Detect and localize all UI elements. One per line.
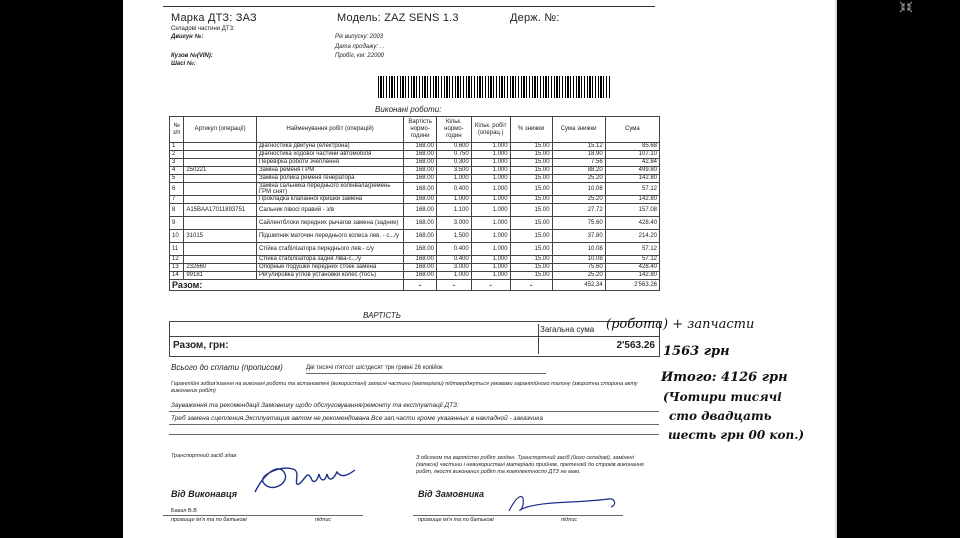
table-row <box>170 143 660 151</box>
customer-sign-caption: підпис <box>561 517 578 523</box>
total-label: Разом: <box>170 280 404 291</box>
column-header: Кільк. робіт (операц.) <box>471 117 510 143</box>
cell-art <box>184 143 257 151</box>
column-header: № з/п <box>170 117 184 143</box>
cell-n: 7 <box>170 196 184 204</box>
cell-n: 12 <box>170 256 184 264</box>
cell-disc: 18.90 <box>552 151 605 159</box>
cell-qty: 1.000 <box>471 167 510 175</box>
cell-art: 232660 <box>184 264 257 272</box>
cell-pct: 15.00 <box>510 217 552 230</box>
cell-name: Заміна сальника переднього колінвала(ремень ГРМ снят) <box>256 183 403 196</box>
total-dash: - <box>404 280 437 291</box>
table-row <box>170 204 660 217</box>
executor-signature <box>245 452 365 502</box>
cell-n: 13 <box>170 264 184 272</box>
cell-art: 250221 <box>184 167 257 175</box>
table-row <box>170 151 660 159</box>
cell-n: 4 <box>170 167 184 175</box>
cell-art <box>184 159 257 167</box>
cell-pct: 15.00 <box>510 243 552 256</box>
cell-name: Підшипник маточин переднього колеса лев. - с.../у <box>256 230 403 243</box>
scan-edge <box>835 0 837 538</box>
cell-hours: 3.000 <box>436 217 471 230</box>
cell-disc: 15.12 <box>552 143 605 151</box>
handwritten-line-2: 1563 грн <box>663 344 730 359</box>
plate-field: Держ. №: <box>510 12 560 24</box>
cell-name: Діагностика двигуна (електрона) <box>256 143 403 151</box>
table-row <box>170 183 660 196</box>
cell-n: 11 <box>170 243 184 256</box>
cell-art <box>184 217 257 230</box>
cell-disc: 25.20 <box>552 196 605 204</box>
executor-sign-caption: підпис <box>315 517 332 523</box>
cell-n: 8 <box>170 204 184 217</box>
cell-art <box>184 175 257 183</box>
cell-sum: 157.08 <box>605 204 659 217</box>
cell-qty: 1.000 <box>471 151 510 159</box>
cell-name: Заміна ролика ременя генератора <box>256 175 403 183</box>
table-row <box>170 256 660 264</box>
cell-hours: 1.500 <box>436 230 471 243</box>
cell-art <box>184 256 257 264</box>
cell-pct: 15.00 <box>510 256 552 264</box>
cell-qty: 1.000 <box>471 159 510 167</box>
cell-name: Діагностика ходової частини автомобіля <box>256 151 403 159</box>
column-header: Вартість нормо-години <box>404 117 437 143</box>
cell-disc: 37.80 <box>552 230 605 243</box>
cell-hours: 1.000 <box>436 175 471 183</box>
cell-disc: 10.08 <box>552 256 605 264</box>
cell-disc: 88.20 <box>552 167 605 175</box>
table-row <box>170 230 660 243</box>
cell-art <box>184 183 257 196</box>
cell-hours: 0.300 <box>436 159 471 167</box>
cost-total-label: Разом, грн: <box>173 340 229 351</box>
handwritten-line-3: Итого: 4126 грн <box>661 370 788 385</box>
cell-art: 31015 <box>184 230 257 243</box>
table-header-row <box>170 117 660 143</box>
works-table <box>169 116 660 291</box>
cell-sum: 428.40 <box>605 217 659 230</box>
cell-pct: 15.00 <box>510 167 552 175</box>
cell-sum: 214.20 <box>605 230 659 243</box>
table-row <box>170 175 660 183</box>
chassis-field: Шасі №: <box>171 61 196 67</box>
cell-n: 6 <box>170 183 184 196</box>
cell-qty: 1.000 <box>471 230 510 243</box>
sale-date-field: Дата продажу: . . <box>335 44 385 50</box>
cell-rate: 168.00 <box>404 183 437 196</box>
cell-sum: 42.84 <box>605 159 659 167</box>
cell-n: 14 <box>170 272 184 280</box>
cell-disc: 27.72 <box>552 204 605 217</box>
cell-rate: 168.00 <box>404 230 437 243</box>
handwritten-line-1: (робота) + запчасти <box>606 317 755 332</box>
total-dash: - <box>436 280 471 291</box>
cell-pct: 15.00 <box>510 151 552 159</box>
cell-n: 5 <box>170 175 184 183</box>
cell-pct: 15.00 <box>510 196 552 204</box>
cell-pct: 15.00 <box>510 175 552 183</box>
cell-sum: 142.80 <box>605 196 659 204</box>
cell-name: Сальник півосі правий - з/в <box>256 204 403 217</box>
cell-qty: 1.000 <box>471 196 510 204</box>
payment-label: Всього до сплати (прописом) <box>171 363 283 372</box>
cell-pct: 15.00 <box>510 159 552 167</box>
collapse-icon[interactable] <box>899 1 913 13</box>
column-header: Найменування робіт (операцій) <box>256 117 403 143</box>
cell-sum: 57.12 <box>605 256 659 264</box>
cell-sum: 57.12 <box>605 183 659 196</box>
cell-qty: 1.000 <box>471 217 510 230</box>
cell-disc: 25.20 <box>552 175 605 183</box>
cell-n: 1 <box>170 143 184 151</box>
cell-hours: 0.400 <box>436 183 471 196</box>
column-header: % знижки <box>510 117 552 143</box>
cell-n: 3 <box>170 159 184 167</box>
table-row <box>170 272 660 280</box>
cell-pct: 15.00 <box>510 272 552 280</box>
model-field: Модель: ZAZ SENS 1.3 <box>337 12 459 24</box>
cost-box <box>169 321 660 357</box>
remarks-label: Зауваження та рекомендації Замовнику щодо обслуговування/ремонту та експлуатації ДТЗ: <box>171 402 459 409</box>
cell-name: Прокладка клапанної кришки замена <box>256 196 403 204</box>
cell-rate: 168.00 <box>404 196 437 204</box>
cell-rate: 168.00 <box>404 272 437 280</box>
cost-total-value: 2'563.26 <box>616 340 655 351</box>
table-row <box>170 243 660 256</box>
cell-pct: 15.00 <box>510 183 552 196</box>
customer-signature <box>499 487 629 517</box>
cell-name: Стійка стабілізатора задня ліва-с.../у <box>256 256 403 264</box>
parts-label: Складові частини ДТЗ: <box>171 26 235 32</box>
column-header: Кільк. нормо-годин <box>436 117 471 143</box>
handwritten-line-5: сто двадцать <box>669 409 772 423</box>
cell-rate: 168.00 <box>404 217 437 230</box>
cell-sum: 107.10 <box>605 151 659 159</box>
total-discount: 452.34 <box>552 280 605 291</box>
table-row <box>170 159 660 167</box>
cell-n: 2 <box>170 151 184 159</box>
column-header: Артикул (операції) <box>184 117 257 143</box>
works-title: Виконані роботи: <box>375 105 442 114</box>
table-body <box>170 143 660 291</box>
total-dash: - <box>510 280 552 291</box>
handwritten-line-4: (Чотири тисячі <box>663 390 782 404</box>
general-sum-label: Загальна сума <box>540 325 595 334</box>
cell-sum: 85.68 <box>605 143 659 151</box>
cell-n: 10 <box>170 230 184 243</box>
column-header: Сума <box>605 117 659 143</box>
cell-rate: 168.00 <box>404 167 437 175</box>
table-row <box>170 217 660 230</box>
cell-art <box>184 196 257 204</box>
cell-qty: 1.000 <box>471 272 510 280</box>
cell-qty: 1.000 <box>471 175 510 183</box>
table-row <box>170 264 660 272</box>
cell-art <box>184 151 257 159</box>
handwritten-line-6: шесть грн 00 коп.) <box>668 428 805 442</box>
customer-notice: З обсягом та вартістю робіт згоден. Транспортний засіб (його складові), замінені (запасні) частини і невикористані матеріали прийняв, претензій до строків виконання робіт, якості виконаних робіт та комплектності ДТЗ не маю. <box>416 455 644 475</box>
cell-disc: 7.56 <box>552 159 605 167</box>
brand-field: Марка ДТЗ: ЗАЗ <box>171 12 257 24</box>
cell-qty: 1.000 <box>471 183 510 196</box>
year-field: Рік випуску: 2003 <box>335 34 384 40</box>
cell-hours: 1.000 <box>436 196 471 204</box>
guarantee-note: Гарантійні зобов'язання на виконані роботи та встановлені (використані) запасні частини (матеріали) підтверджуться умовами гарантійного талону (зворотна сторона акту виконаних робіт) <box>171 381 638 394</box>
cell-hours: 0.400 <box>436 243 471 256</box>
cell-disc: 75.60 <box>552 217 605 230</box>
cell-qty: 1.000 <box>471 204 510 217</box>
cell-name: Сайлентблоки передних рычагов замена (задние) <box>256 217 403 230</box>
cell-hours: 3.000 <box>436 264 471 272</box>
cell-rate: 168.00 <box>404 151 437 159</box>
cell-rate: 168.00 <box>404 143 437 151</box>
customer-name-caption: прізвище ім'я та по батькові <box>418 517 494 523</box>
cell-name: Заміна ременя ГРМ <box>256 167 403 175</box>
cell-qty: 1.000 <box>471 143 510 151</box>
executor-name-caption: прізвище ім'я та по батькові <box>171 517 247 523</box>
table-row <box>170 167 660 175</box>
cell-sum: 428.40 <box>605 264 659 272</box>
total-sum: 2'563.26 <box>605 280 659 291</box>
cell-name: Регулировка углов установки колёс (тосъ) <box>256 272 403 280</box>
cell-disc: 25.20 <box>552 272 605 280</box>
cell-art <box>184 243 257 256</box>
cell-sum: 499.80 <box>605 167 659 175</box>
document-page <box>123 0 837 538</box>
handed-label: Транспортний засіб здав <box>171 453 237 459</box>
cell-art: A15BAA17011893751 <box>184 204 257 217</box>
top-rule <box>163 6 655 7</box>
total-dash: - <box>471 280 510 291</box>
cell-disc: 75.60 <box>552 264 605 272</box>
total-row <box>170 280 660 291</box>
cell-hours: 0.750 <box>436 151 471 159</box>
cell-disc: 10.08 <box>552 183 605 196</box>
cell-hours: 1.000 <box>436 272 471 280</box>
cell-rate: 168.00 <box>404 256 437 264</box>
mileage-field: Пробіг, км: 22000 <box>335 53 384 59</box>
cell-pct: 15.00 <box>510 230 552 243</box>
vin-field: Кузов №(VIN): <box>171 53 213 59</box>
cell-sum: 142.80 <box>605 175 659 183</box>
cell-disc: 10.08 <box>552 243 605 256</box>
cell-pct: 15.00 <box>510 264 552 272</box>
table-row <box>170 196 660 204</box>
cell-rate: 168.00 <box>404 264 437 272</box>
cell-qty: 1.000 <box>471 264 510 272</box>
cell-hours: 3.500 <box>436 167 471 175</box>
executor-name: Бакал В.В <box>171 508 197 514</box>
cell-hours: 0.600 <box>436 143 471 151</box>
cell-name: Перевірка роботи зчеплення <box>256 159 403 167</box>
cell-pct: 15.00 <box>510 143 552 151</box>
barcode <box>378 76 610 98</box>
cell-hours: 0.400 <box>436 256 471 264</box>
remarks-text: Треб замена сцепления.Эксплуатация автом не рекомендована.Все зап.части кроме указанных в накладной - заказчика <box>171 415 543 422</box>
cell-qty: 1.000 <box>471 243 510 256</box>
cell-qty: 1.000 <box>471 256 510 264</box>
cell-sum: 142.80 <box>605 272 659 280</box>
cell-rate: 168.00 <box>404 204 437 217</box>
cell-name: Опорные подушки передних стоек замена <box>256 264 403 272</box>
cell-rate: 168.00 <box>404 175 437 183</box>
customer-label: Від Замовника <box>418 489 485 499</box>
column-header: Сума знижки <box>552 117 605 143</box>
cell-pct: 15.00 <box>510 204 552 217</box>
cell-sum: 57.12 <box>605 243 659 256</box>
cell-hours: 1.100 <box>436 204 471 217</box>
executor-label: Від Виконавця <box>171 489 238 499</box>
cell-n: 9 <box>170 217 184 230</box>
payment-words: Дві тисячі п'ятсот шістдесят три гривні 26 копійок <box>306 365 443 371</box>
cell-art: 99181 <box>184 272 257 280</box>
cost-title: ВАРТІСТЬ <box>363 311 402 320</box>
engine-field: Двигун №: <box>171 34 204 40</box>
cell-rate: 168.00 <box>404 243 437 256</box>
cell-name: Стійка стабілізатора переднього лев.- с/у <box>256 243 403 256</box>
cell-rate: 168.00 <box>404 159 437 167</box>
